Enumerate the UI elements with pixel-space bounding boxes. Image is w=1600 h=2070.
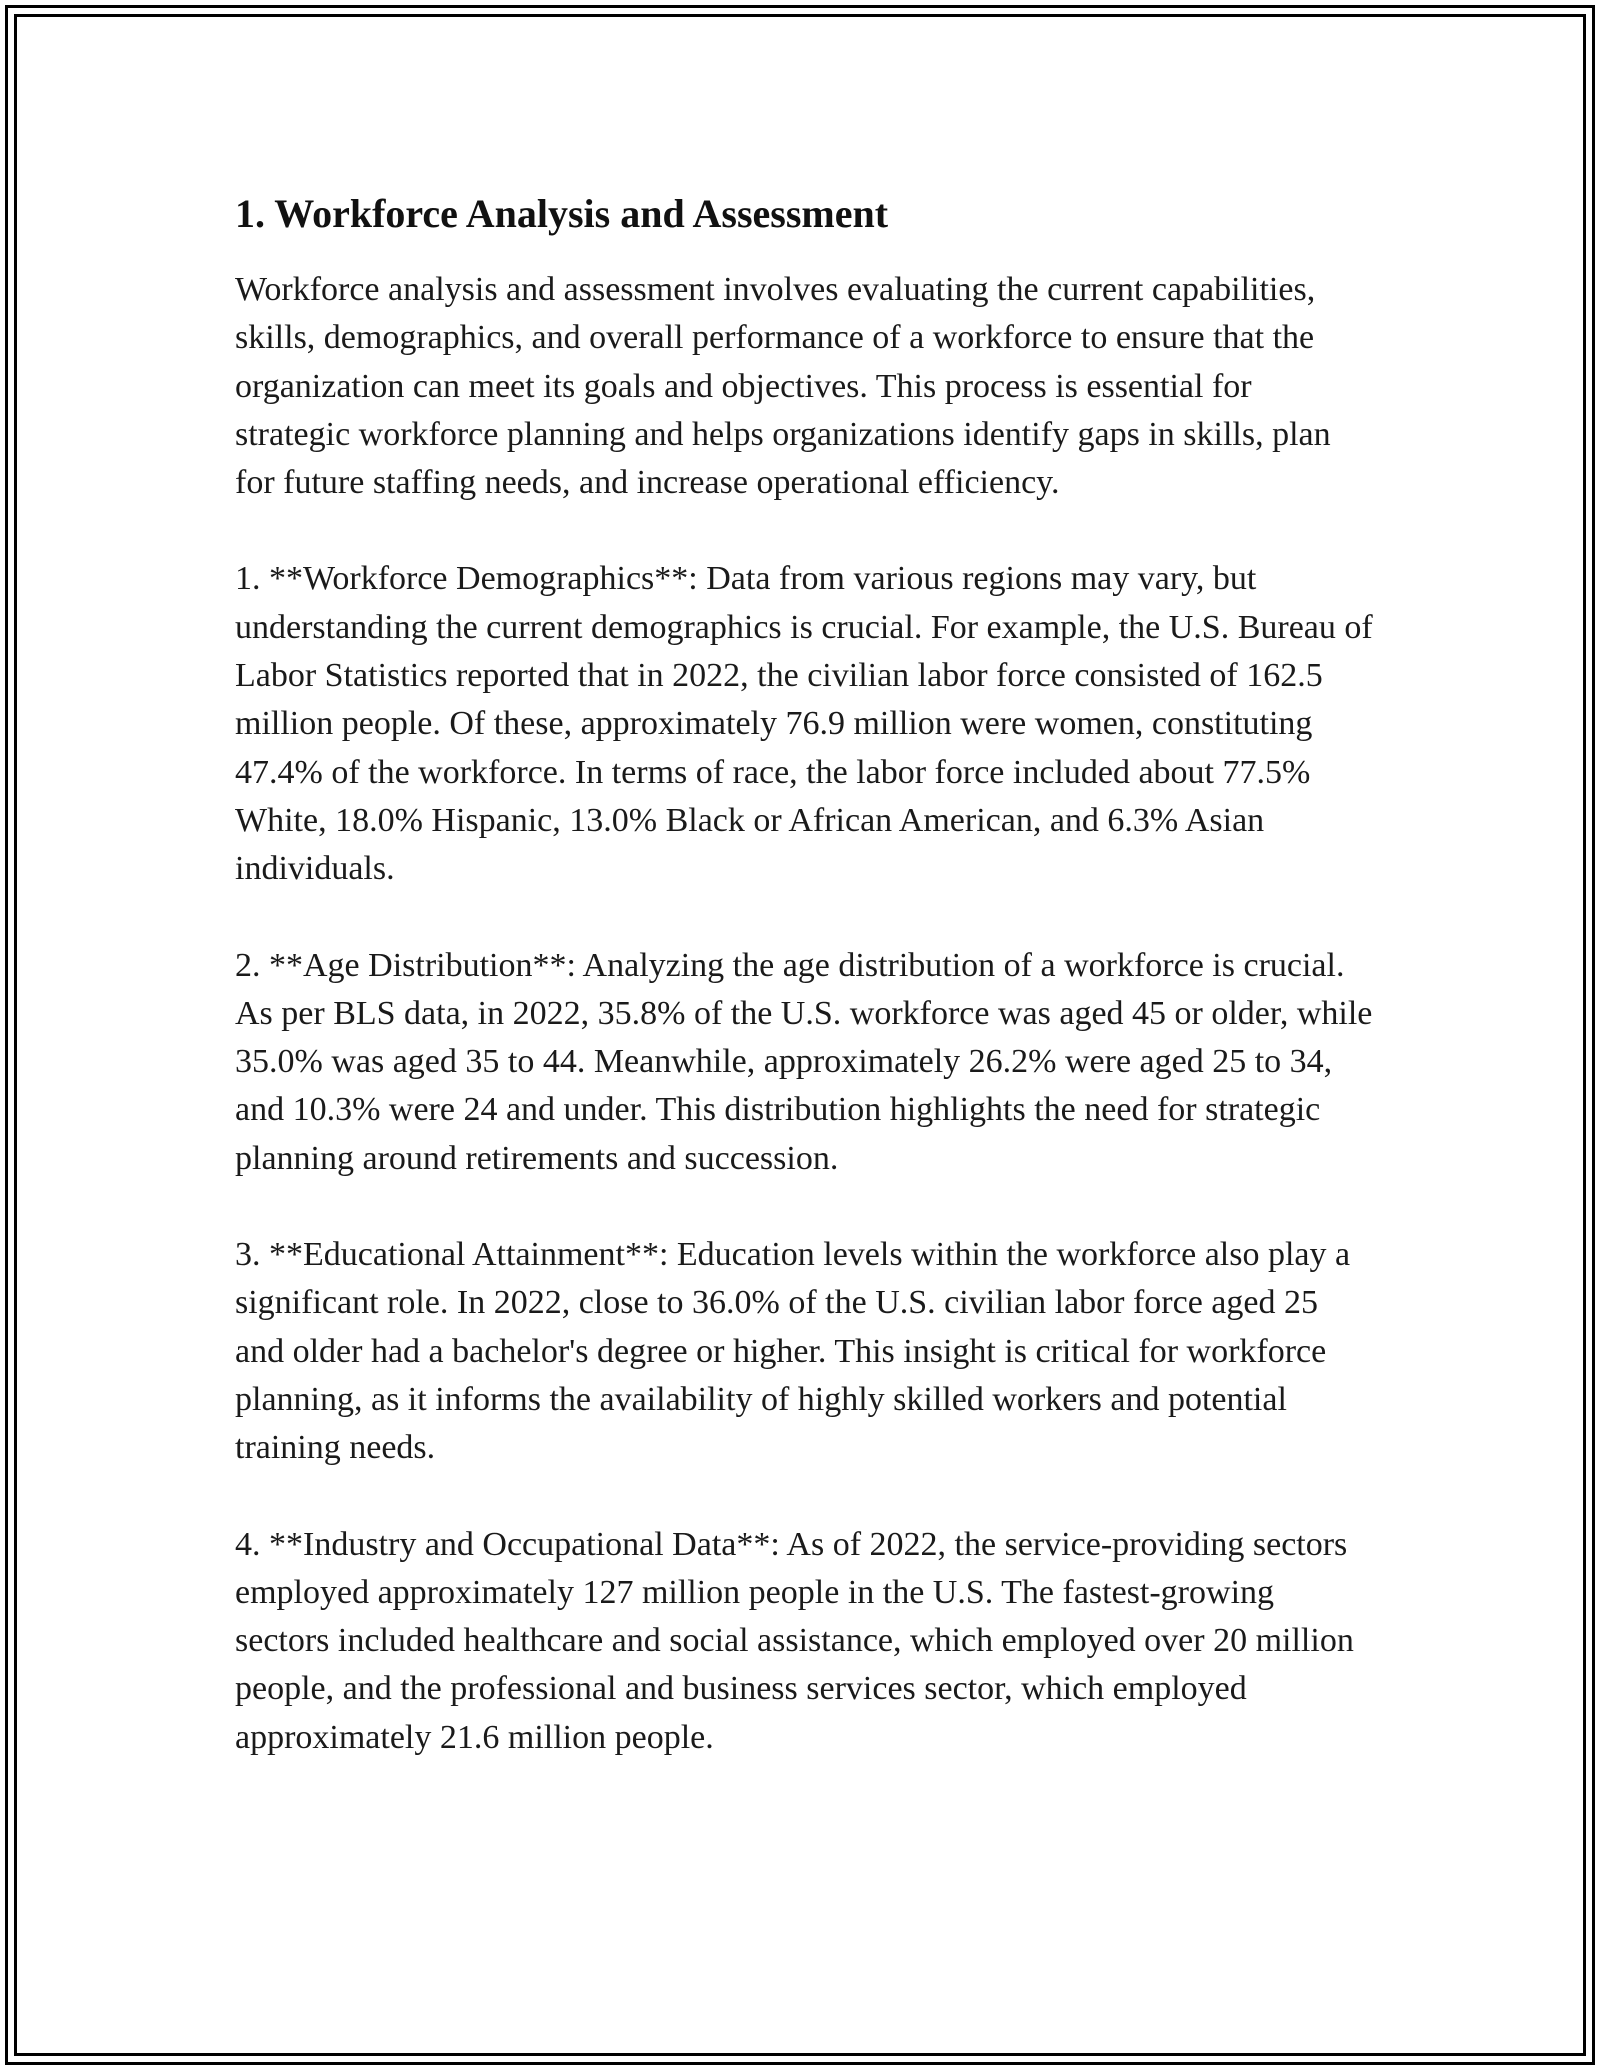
item-industry-occupational-data: 4. **Industry and Occupational Data**: As of 2022, the service-providing sectors employed approximately 127 million people in the U.S. The fastest-growing sectors included healthcare and social assistance, which employed over 20 million people, and the professional and business services sector, which employed approximately 21.6 million people. [235,1525,1354,1756]
document-body [235,190,1375,1762]
item-age-distribution: 2. **Age Distribution**: Analyzing the age distribution of a workforce is crucial. As per BLS data, in 2022, 35.8% of the U.S. workforce was aged 45 or older, while 35.0% was aged 35 to 44. Meanwhile, approximately 26.2% were aged 25 to 34, and 10.3% were 24 and under. This distribution highlights the need for strategic planning around retirements and succession. [235,946,1373,1177]
item-workforce-demographics: 1. **Workforce Demographics**: Data from various regions may vary, but understanding the current demographics is crucial. For example, the U.S. Bureau of Labor Statistics reported that in 2022, the civilian labor force consisted of 162.5 million people. Of these, approximately 76.9 million were women, constituting 47.4% of the workforce. In terms of race, the labor force included about 77.5% White, 18.0% Hispanic, 13.0% Black or African American, and 6.3% Asian individuals. [235,560,1373,888]
section-title: 1. Workforce Analysis and Assessment [235,191,889,236]
item-educational-attainment: 3. **Educational Attainment**: Education levels within the workforce also play a significant role. In 2022, close to 36.0% of the U.S. civilian labor force aged 25 and older had a bachelor's degree or higher. This insight is critical for workforce planning, as it informs the availability of highly skilled workers and potential training needs. [235,1236,1351,1467]
intro-paragraph: Workforce analysis and assessment involves evaluating the current capabilities, skills, demographics, and overall performance of a workforce to ensure that the organization can meet its goals and objectives. This process is essential for strategic workforce planning and helps organizations identify gaps in skills, plan for future staffing needs, and increase operational efficiency. [235,271,1331,502]
